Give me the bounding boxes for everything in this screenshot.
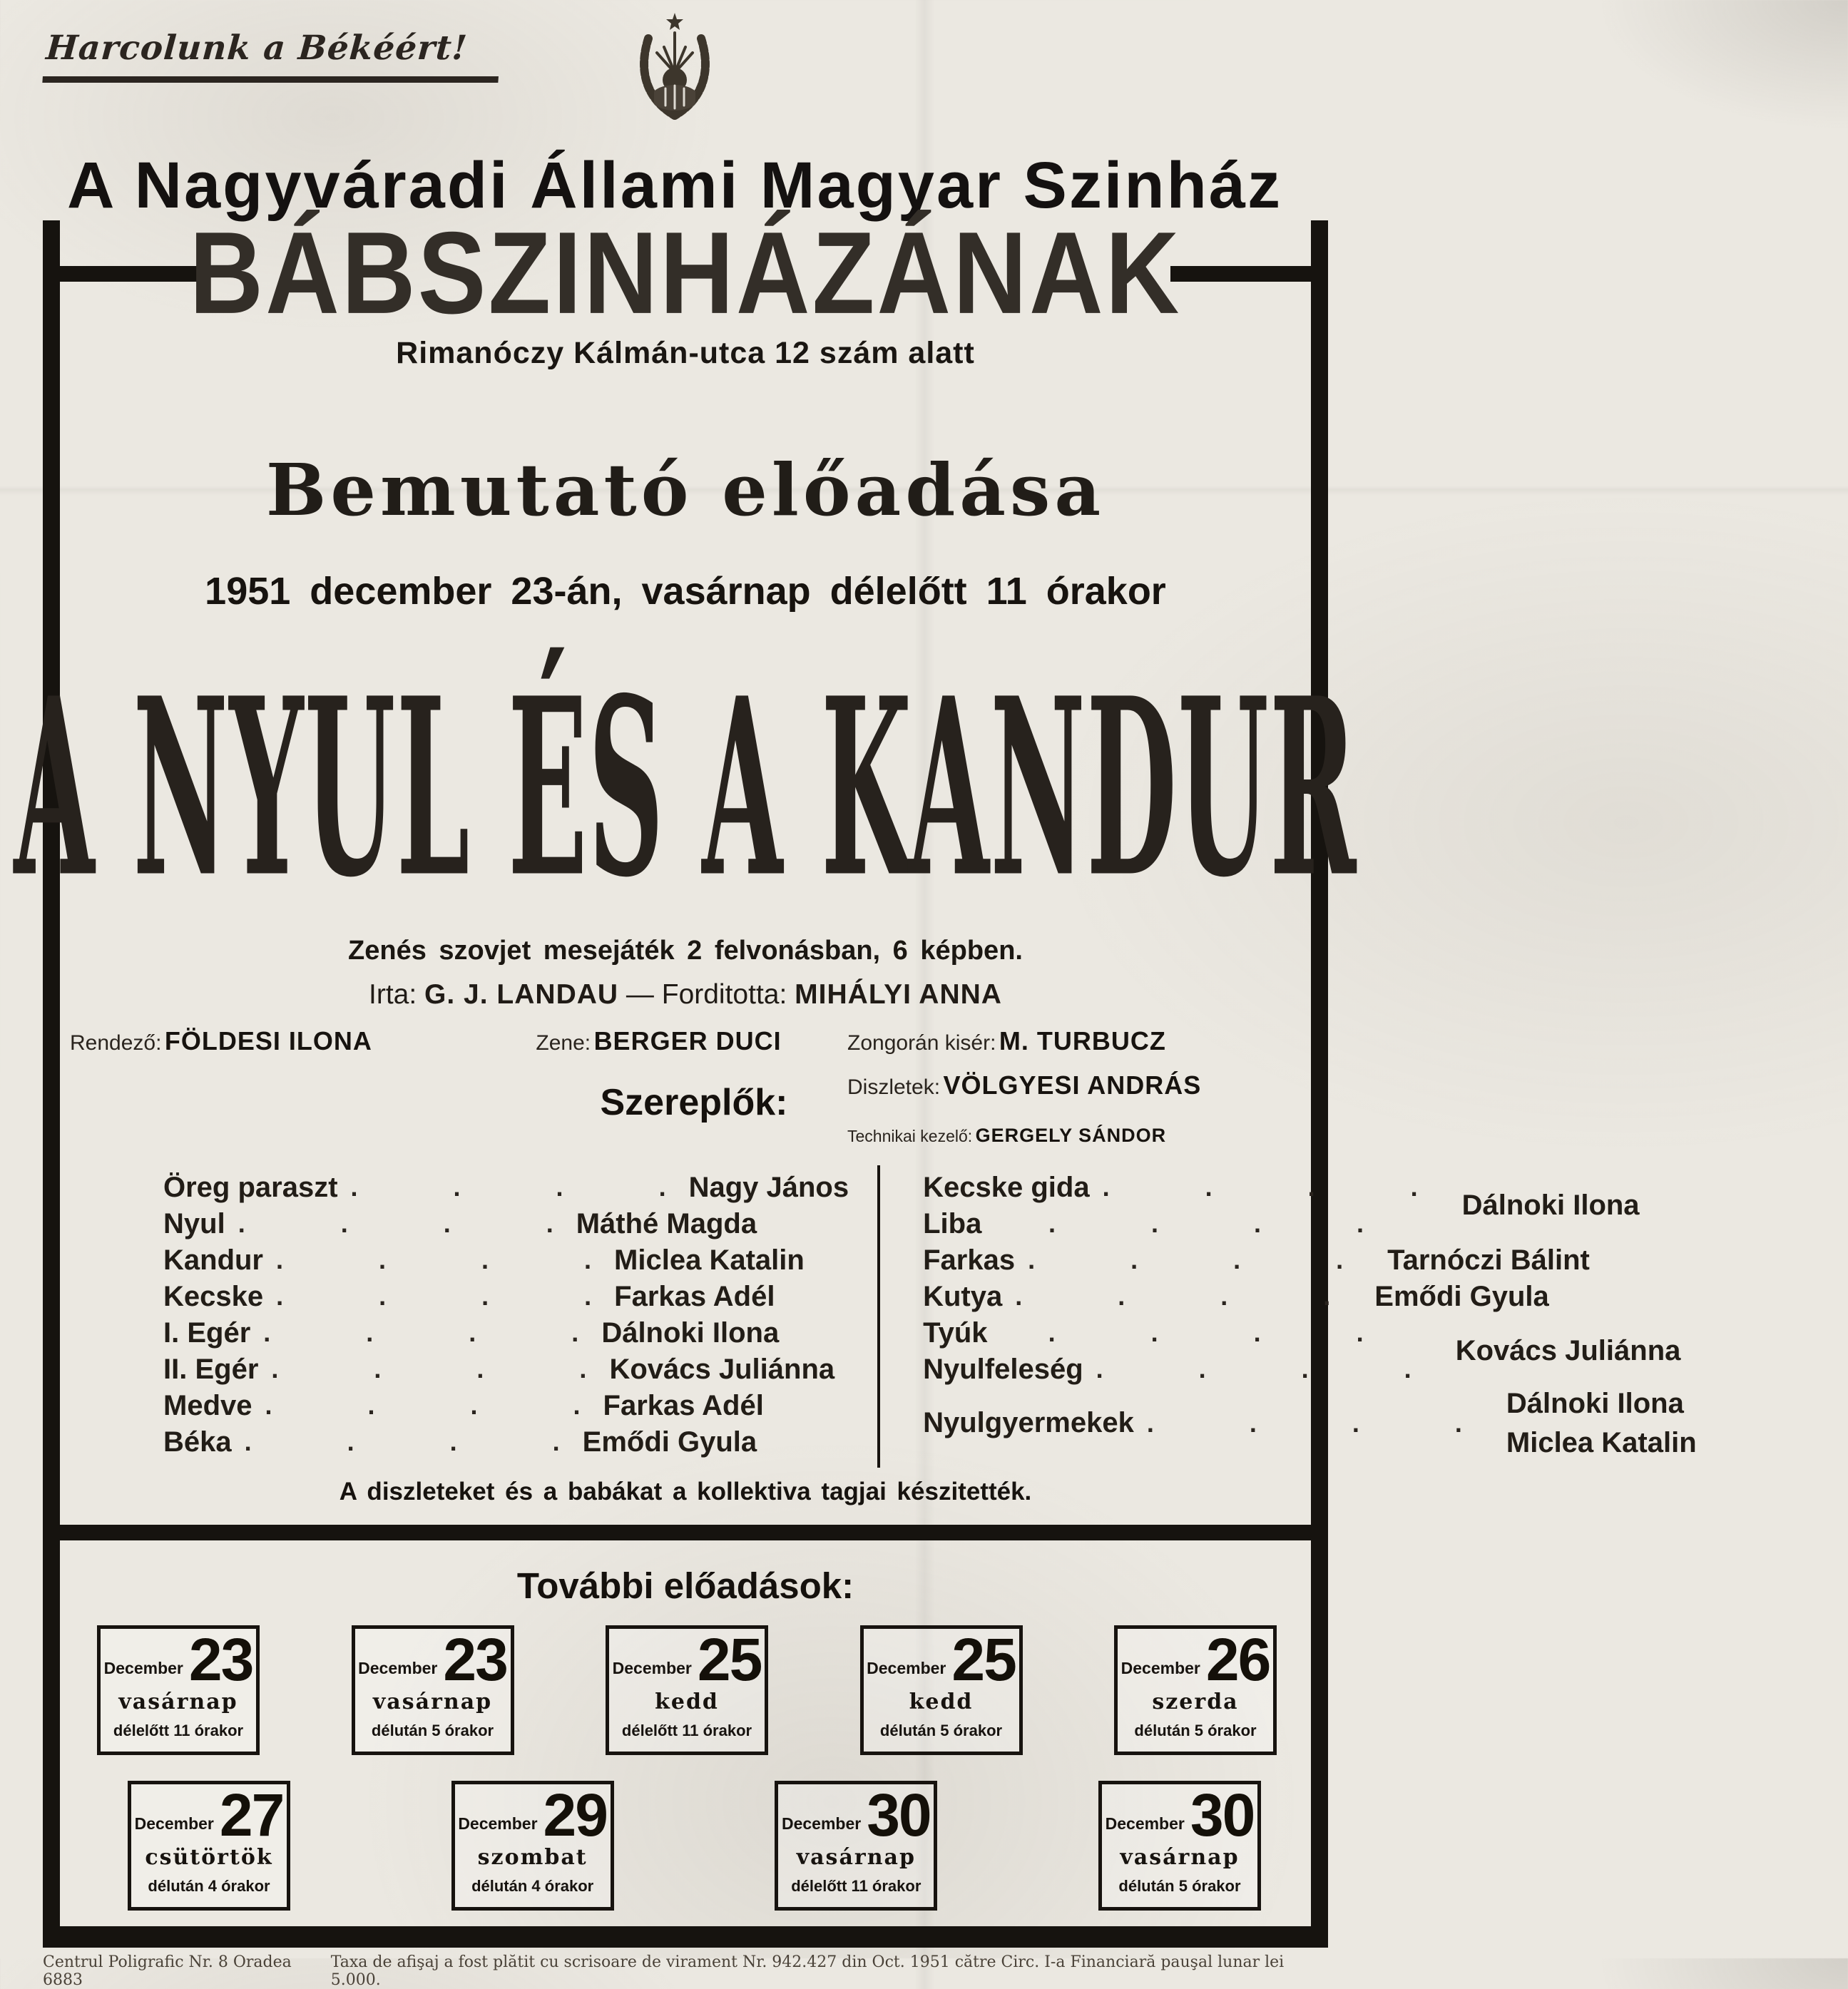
cast-role: Kandur: [163, 1244, 263, 1276]
show-day-number: 30: [867, 1781, 931, 1849]
show-time: délután 5 órakor: [371, 1722, 494, 1740]
show-month: December: [103, 1659, 183, 1678]
credit-sets-tech: [847, 1059, 1311, 1147]
show-date-box: [128, 1781, 290, 1911]
show-day-number: 23: [443, 1625, 507, 1693]
cast-role: Farkas: [923, 1244, 1016, 1276]
show-weekday: kedd: [909, 1689, 974, 1715]
show-box-top: [781, 1781, 931, 1849]
cast-row: [923, 1242, 1366, 1279]
fine-print: [0, 1953, 1349, 1989]
cast-row: [163, 1424, 849, 1461]
cast-row: [923, 1206, 1441, 1242]
cast-row: [163, 1242, 849, 1279]
peace-slogan: Harcolunk a Békéért!: [42, 29, 501, 83]
cast-column-right: [877, 1165, 1739, 1468]
cast-role: Nyulgyermekek: [923, 1407, 1134, 1439]
director-label: Rendező:: [70, 1031, 162, 1055]
tech-label: Technikai kezelő:: [847, 1126, 973, 1145]
cast-heading: Szereplők:: [600, 1082, 788, 1124]
dot-leader: [276, 1245, 601, 1275]
dot-leader: [351, 1172, 676, 1202]
cast-group-actors: [1353, 1279, 1716, 1315]
show-date-box: [451, 1781, 614, 1911]
show-weekday: szerda: [1152, 1689, 1239, 1715]
show-box-top: [134, 1781, 284, 1849]
theater-name: A Nagyváradi Állami Magyar Szinház: [66, 149, 1282, 222]
section-divider-rule: [60, 1525, 1311, 1540]
main-title-wrap: [14, 645, 1357, 931]
cast-actor: Kovács Juliánna: [609, 1353, 835, 1385]
show-month: December: [458, 1814, 538, 1834]
show-month: December: [134, 1814, 214, 1834]
show-day-number: 27: [219, 1781, 284, 1849]
dot-leader: [265, 1391, 591, 1421]
music-name: BERGER DUCI: [593, 1026, 782, 1055]
printer-imprint: Centrul Poligrafic Nr. 8 Oradea 6883: [43, 1953, 292, 1989]
cast-group-roles: [923, 1388, 1485, 1459]
cast-role: Tyúk: [923, 1316, 988, 1349]
dot-leader: [263, 1318, 588, 1348]
more-shows-heading: További előadások:: [516, 1565, 854, 1606]
show-box-top: [867, 1625, 1016, 1693]
cast-row: [923, 1405, 1485, 1441]
show-weekday: szombat: [477, 1845, 588, 1871]
cast-row: [923, 1315, 1434, 1351]
show-box-top: [103, 1625, 253, 1693]
cast-row: [163, 1351, 849, 1388]
show-box-top: [358, 1625, 507, 1693]
credits-row-2: [60, 1059, 1311, 1147]
dot-leader: [276, 1282, 601, 1311]
authors-line: [60, 979, 1311, 1011]
cast-role: II. Egér: [163, 1353, 259, 1385]
director-name: FÖLDESI ILONA: [164, 1026, 372, 1055]
cast-actor: Farkas Adél: [614, 1280, 775, 1312]
credit-sets: [847, 1070, 1311, 1100]
credit-director: [60, 1026, 470, 1056]
cast-group: [923, 1279, 1700, 1315]
show-time: délután 4 órakor: [471, 1877, 594, 1896]
show-weekday: vasárnap: [796, 1845, 916, 1871]
cast-group-roles: [923, 1279, 1353, 1315]
premiere-datetime: 1951 december 23-án, vasárnap délelőtt 11 órakor: [205, 569, 1166, 613]
show-day-number: 26: [1205, 1625, 1270, 1693]
cast-role: Béka: [163, 1426, 232, 1458]
show-month: December: [867, 1659, 946, 1678]
cast-row: [163, 1315, 849, 1351]
show-month: December: [358, 1659, 438, 1678]
cast-actor: Farkas Adél: [603, 1389, 764, 1421]
frame-rule-right: [1170, 266, 1311, 282]
venue-address: Rimanóczy Kálmán-utca 12 szám alatt: [396, 335, 975, 370]
show-date-box: [97, 1625, 260, 1755]
cast-actor: Miclea Katalin: [1506, 1426, 1697, 1458]
coat-of-arms-emblem: [633, 11, 717, 123]
cast-row: [923, 1351, 1434, 1388]
show-day-number: 23: [188, 1625, 253, 1693]
credit-music: [470, 1026, 847, 1056]
tax-notice: Taxa de afişaj a fost plătit cu scrisoare de virament Nr. 942.427 din Oct. 1951 către Circ. I-a Financiară pauşal lunar lei 5.000.: [330, 1953, 1285, 1989]
dot-leader: [1015, 1282, 1340, 1311]
show-day-number: 25: [951, 1625, 1016, 1693]
show-date-box: [606, 1625, 768, 1755]
credits-row: [60, 1026, 1311, 1056]
written-by-label: Irta:: [369, 978, 417, 1010]
dot-leader: [245, 1427, 570, 1457]
cast-group-roles: [923, 1242, 1366, 1279]
poster-frame: [14, 208, 1697, 1948]
show-box-top: [1120, 1625, 1270, 1693]
cast-row: [923, 1279, 1353, 1315]
dot-leader: [1028, 1245, 1353, 1275]
music-label: Zene:: [536, 1031, 591, 1055]
coat-of-arms-icon: [633, 11, 717, 120]
cast-row: [163, 1206, 849, 1242]
cast-role: Medve: [163, 1389, 252, 1421]
cast-actor: Dálnoki Ilona: [1506, 1387, 1684, 1419]
cast-group-actors: [1434, 1315, 1797, 1388]
cast-row: [923, 1170, 1441, 1206]
show-date-box: [1114, 1625, 1277, 1755]
show-day-number: 29: [543, 1781, 607, 1849]
frame-top-rule: [60, 208, 1311, 338]
show-row-2: [128, 1781, 1261, 1926]
cast-row: [163, 1170, 849, 1206]
play-title: A NYUL ÉS A KANDUR: [14, 645, 1357, 931]
sets-label: Diszletek:: [847, 1075, 941, 1099]
cast-role: I. Egér: [163, 1316, 251, 1349]
show-date-box: [352, 1625, 514, 1755]
translator-name: MIHÁLYI ANNA: [795, 978, 1002, 1010]
cast-group: [923, 1242, 1700, 1279]
show-weekday: vasárnap: [1120, 1845, 1240, 1871]
piano-name: M. TURBUCZ: [999, 1026, 1166, 1055]
author-name: G. J. LANDAU: [424, 978, 619, 1010]
cast-actor: Emődi Gyula: [1374, 1280, 1549, 1312]
credit-piano: [847, 1026, 1311, 1056]
dot-leader: [271, 1354, 596, 1384]
cast-actor: Kovács Juliánna: [1455, 1335, 1681, 1367]
show-weekday: kedd: [655, 1689, 719, 1715]
cast-row: [163, 1279, 849, 1315]
show-time: délután 5 órakor: [1134, 1722, 1257, 1740]
cast-actor: Dálnoki Ilona: [1461, 1190, 1640, 1222]
show-time: délután 5 órakor: [1118, 1877, 1241, 1896]
show-month: December: [781, 1814, 862, 1834]
cast-group: [923, 1170, 1700, 1242]
cast-role: Nyulfeleség: [923, 1353, 1083, 1385]
show-day-number: 30: [1190, 1781, 1255, 1849]
cast-role: Kutya: [923, 1280, 1003, 1312]
show-weekday: csütörtök: [145, 1845, 273, 1871]
cast-actor: Dálnoki Ilona: [601, 1316, 780, 1349]
cast-group-actors: [1366, 1242, 1729, 1279]
show-date-box: [775, 1781, 937, 1911]
sets-name: VÖLGYESI ANDRÁS: [943, 1070, 1202, 1100]
credit-tech: [847, 1125, 1311, 1147]
dot-leader: [1096, 1354, 1421, 1384]
cast-role: Öreg paraszt: [163, 1171, 338, 1203]
dot-leader: [994, 1209, 1427, 1239]
row2-spacer: [60, 1059, 541, 1147]
show-box-top: [458, 1781, 607, 1849]
company-name: BÁBSZINHÁZÁNAK: [189, 208, 1182, 338]
show-date-box: [1098, 1781, 1261, 1911]
cast-group-roles: [923, 1170, 1441, 1242]
cast-group-actors: [1485, 1388, 1848, 1459]
dot-leader: [238, 1209, 563, 1239]
cast-row: [163, 1388, 849, 1424]
show-time: délelőtt 11 órakor: [791, 1877, 922, 1896]
show-weekday: vasárnap: [372, 1689, 493, 1715]
show-box-top: [1105, 1781, 1255, 1849]
show-time: délelőtt 11 órakor: [113, 1722, 244, 1740]
dot-leader: [1103, 1172, 1428, 1202]
show-month: December: [1120, 1659, 1200, 1678]
show-time: délután 4 órakor: [148, 1877, 270, 1896]
cast-actor: Tarnóczi Bálint: [1387, 1244, 1590, 1276]
cast-role: Nyul: [163, 1207, 225, 1239]
show-month: December: [1105, 1814, 1185, 1834]
cast-group-actors: [1441, 1170, 1804, 1242]
cast-role: Kecske gida: [923, 1171, 1090, 1203]
cast-list: [60, 1165, 1697, 1468]
show-date-box: [860, 1625, 1023, 1755]
cast-actor: Miclea Katalin: [614, 1244, 805, 1276]
cast-role: Liba: [923, 1207, 982, 1239]
cast-role: Kecske: [163, 1280, 264, 1312]
dot-leader: [1147, 1408, 1472, 1438]
show-row-1: [97, 1625, 1277, 1755]
cast-group-roles: [923, 1315, 1434, 1388]
show-weekday: vasárnap: [118, 1689, 238, 1715]
cast-actor: Emődi Gyula: [582, 1426, 757, 1458]
cast-group: [923, 1388, 1700, 1459]
cast-group: [923, 1315, 1700, 1388]
frame-rule-left: [60, 266, 200, 282]
show-box-top: [612, 1625, 762, 1693]
show-month: December: [612, 1659, 692, 1678]
show-day-number: 25: [697, 1625, 762, 1693]
event-type: Bemutató előadása: [265, 447, 1106, 532]
show-time: délelőtt 11 órakor: [621, 1722, 752, 1740]
play-subtitle: Zenés szovjet mesejáték 2 felvonásban, 6 képben.: [348, 935, 1023, 966]
piano-label: Zongorán kisér:: [847, 1031, 996, 1055]
show-time: délután 5 órakor: [879, 1722, 1003, 1740]
cast-actor: Nagy János: [688, 1171, 849, 1203]
collective-note: A diszleteket és a babákat a kollektiva tagjai készitették.: [339, 1477, 1032, 1505]
tech-name: GERGELY SÁNDOR: [975, 1124, 1167, 1146]
translated-by-label: — Forditotta:: [626, 978, 787, 1010]
dot-leader: [1001, 1318, 1421, 1348]
cast-actor: Máthé Magda: [576, 1207, 757, 1239]
cast-column-left: [60, 1165, 877, 1468]
